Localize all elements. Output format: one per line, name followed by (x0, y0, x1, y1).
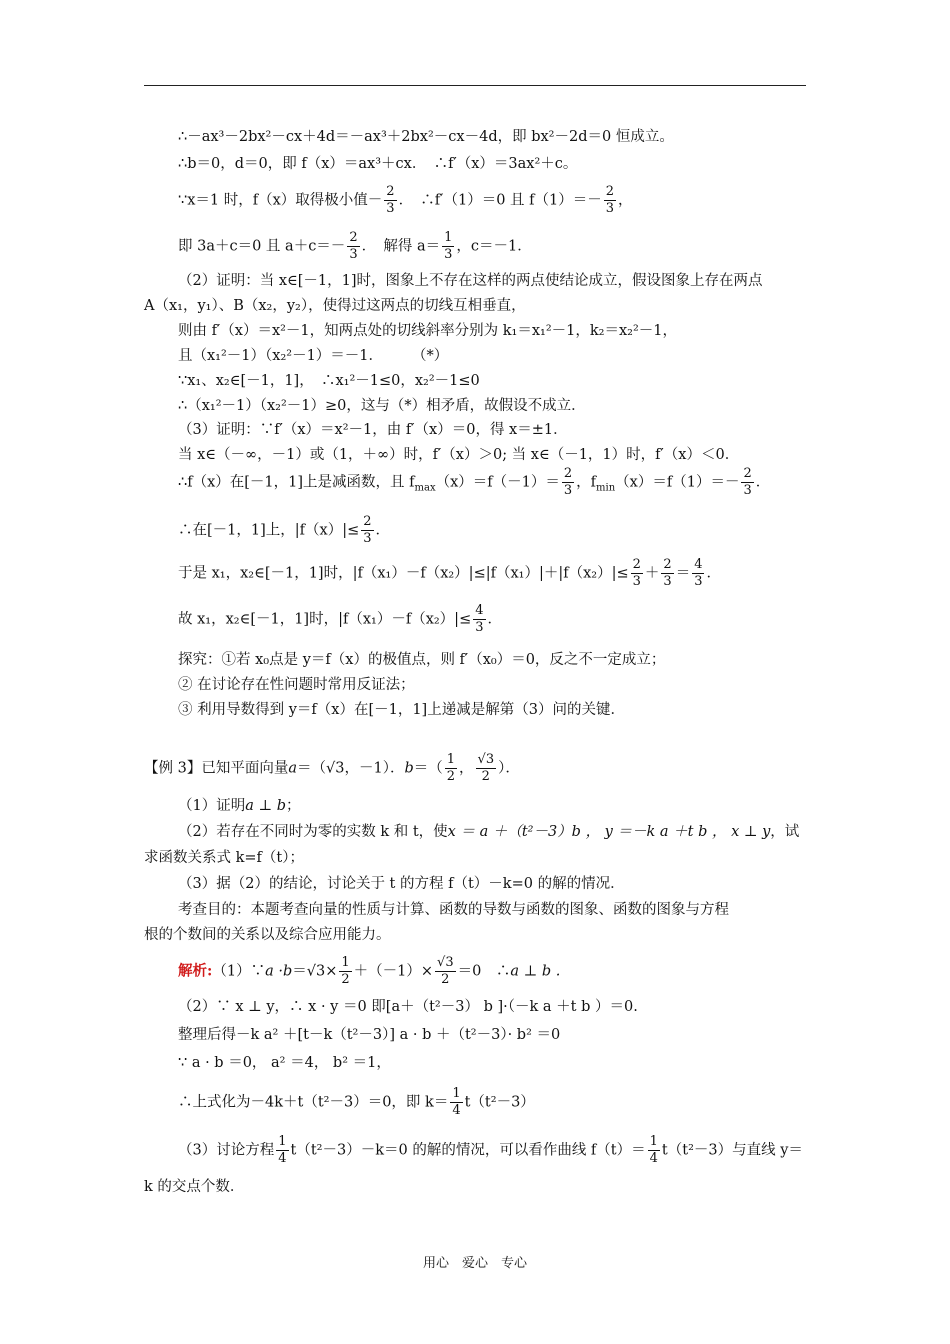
text-line: （3）据（2）的结论，讨论关于 t 的方程 f（t）－k=0 的解的情况． (178, 876, 625, 892)
text: ，试 (770, 824, 800, 840)
fraction (442, 230, 454, 263)
text-line (178, 821, 799, 843)
text: ． (755, 474, 771, 491)
fraction (276, 1134, 288, 1167)
fraction (473, 603, 485, 636)
text: ∴上式化为－4k＋t（t²－3）＝0，即 k＝ (178, 1094, 449, 1111)
text: ，f (576, 474, 597, 491)
text-line: （3）证明：∵f′（x）＝x²－1，由 f′（x）＝0，得 x＝±1． (178, 422, 568, 438)
denominator: 2 (481, 769, 490, 784)
solution-label: 解析: (178, 962, 213, 980)
text: ∴f（x）在[－1，1]上是减函数，且 f (178, 474, 415, 491)
text-line (178, 795, 301, 817)
fraction (339, 955, 351, 988)
text-line: ② 在讨论存在性问题时常用反证法； (178, 677, 415, 693)
fraction (631, 557, 643, 590)
fraction (562, 466, 574, 499)
text-line (178, 1086, 535, 1119)
numerator: 1 (446, 752, 456, 767)
text: ． ∴f′（1）＝0 且 f（1）＝－ (398, 192, 602, 209)
text: ， (618, 192, 633, 209)
fraction (604, 184, 616, 217)
text: （x）＝f（－1）＝ (435, 474, 560, 491)
text-line: 根的个数间的关系以及综合应用能力。 (144, 927, 391, 943)
math: x ＝ a ＋（t²－3）b ， y ＝－k a ＋t b ， x ⊥ y (447, 824, 771, 840)
text: （x）＝f（1）＝－ (615, 474, 740, 491)
text: ． 解得 a＝ (361, 238, 441, 255)
text-line: （2）证明：当 x∈[－1，1]时，图象上不存在这样的两点使结论成立，假设图象上存在两点 (178, 273, 763, 289)
numerator: 2 (663, 557, 672, 572)
denominator: 4 (649, 1151, 658, 1166)
math: a ⊥ b (245, 798, 287, 814)
fraction (648, 1134, 660, 1167)
numerator: 2 (632, 557, 641, 572)
text: ． (706, 565, 721, 582)
text: ＋ (644, 565, 660, 582)
text-line: ∵ a · b ＝0， a² ＝4， b² ＝1， (178, 1055, 391, 1071)
text: ＝ (675, 565, 691, 582)
denominator: 4 (278, 1151, 287, 1166)
text-line (178, 466, 770, 499)
text-line: k 的交点个数． (144, 1179, 245, 1195)
fraction (347, 230, 359, 263)
text: ）． (498, 760, 520, 777)
numerator: 2 (363, 514, 372, 529)
text-line: 当 x∈（－∞，－1）或（1，＋∞）时，f′（x）＞0; 当 x∈（－1，1）时，f′（x）＜0． (178, 447, 740, 463)
text-line: （2）∵ x ⊥ y，∴ x · y ＝0 即[a＋（t²－3） b ]·（－k a ＋t b ）＝0. (178, 999, 638, 1015)
math: a ·b (265, 963, 293, 980)
numerator: 2 (563, 466, 573, 481)
example-heading (144, 752, 520, 785)
numerator: 1 (649, 1134, 658, 1149)
fraction (692, 557, 704, 590)
text-line: ③ 利用导数得到 y＝f（x）在[－1，1]上递减是解第（3）问的关键． (178, 702, 625, 718)
text: ＝√3× (292, 963, 338, 980)
text: ． (487, 611, 503, 628)
numerator: 2 (386, 184, 395, 199)
text-line: 求函数关系式 k=f（t）； (144, 850, 304, 866)
text: t（t²－3）与直线 y＝ (661, 1142, 803, 1159)
vector-symbol: a (288, 760, 297, 777)
text: ∴在[－1，1]上，|f（x）|≤ (178, 522, 360, 539)
numerator: 1 (278, 1134, 287, 1149)
numerator: 1 (341, 955, 350, 970)
denominator: 3 (663, 574, 672, 589)
fraction (661, 557, 673, 590)
fraction (741, 466, 753, 499)
text-line: A（x₁，y₁）、B（x₂，y₂），使得过这两点的切线互相垂直， (144, 298, 526, 314)
vector-symbol: b (404, 760, 414, 777)
page-footer: 用心 爱心 专心 (422, 1256, 527, 1271)
subscript: min (596, 482, 616, 494)
text: （2）若存在不同时为零的实数 k 和 t，使 (178, 824, 448, 840)
text: 于是 x₁，x₂∈[－1，1]时，|f（x₁）－f（x₂）|≤|f（x₁）|＋|f（x₂）|≤ (178, 565, 629, 582)
text: （1）证明 (178, 798, 246, 814)
denominator: 2 (441, 972, 450, 987)
fraction (450, 1086, 462, 1119)
numerator: 1 (444, 230, 453, 245)
text: t（t²－3）－k＝0 的解的情况，可以看作曲线 f（t）＝ (290, 1142, 646, 1159)
subscript: max (414, 482, 436, 494)
text-line (178, 184, 633, 217)
text: ＝（√3，－1）． (297, 760, 405, 777)
text-line: 且（x₁²－1）（x₂²－1）＝－1． （*） (178, 348, 449, 364)
fraction (361, 514, 373, 547)
text: ＝（ (413, 760, 443, 777)
text-line (178, 955, 560, 988)
numerator: 2 (605, 184, 615, 199)
text-line: ∵x₁、x₂∈[－1，1]， ∴x₁²－1≤0，x₂²－1≤0 (178, 373, 480, 389)
denominator: 3 (694, 574, 703, 589)
numerator: √3 (477, 752, 495, 767)
text: （1）∵ (212, 963, 266, 980)
text-line: 探究：①若 x₀点是 y＝f（x）的极值点，则 f′（x₀）＝0，反之不一定成立； (178, 652, 666, 668)
text-line: ∴b＝0，d＝0，即 f（x）＝ax³＋cx． ∴f′（x）＝3ax²＋c。 (178, 156, 578, 172)
numerator: 1 (452, 1086, 461, 1101)
denominator: 2 (446, 769, 456, 784)
text: ∵x＝1 时，f（x）取得极小值－ (178, 192, 383, 209)
fraction (445, 752, 457, 785)
text-line (178, 557, 721, 590)
text: ； (286, 798, 301, 814)
text: ， (459, 760, 474, 777)
text-line (178, 514, 390, 547)
numerator: 4 (475, 603, 484, 618)
numerator: 4 (694, 557, 703, 572)
header-rule (144, 85, 806, 86)
text-line (178, 230, 532, 263)
text: ，c＝－1． (456, 238, 532, 255)
text: t（t²－3） (464, 1094, 535, 1111)
numerator: √3 (437, 955, 454, 970)
denominator: 3 (349, 247, 358, 262)
text: 即 3a＋c＝0 且 a＋c＝－ (178, 238, 346, 255)
denominator: 3 (605, 201, 615, 216)
text-line: 考查目的：本题考查向量的性质与计算、函数的导数与函数的图象、函数的图象与方程 (178, 902, 729, 918)
text-line: ∴（x₁²－1）（x₂²－1）≥0，这与（*）相矛盾，故假设不成立． (178, 398, 586, 414)
numerator: 2 (743, 466, 752, 481)
denominator: 2 (341, 972, 350, 987)
numerator: 2 (349, 230, 358, 245)
denominator: 3 (386, 201, 395, 216)
denominator: 3 (475, 620, 484, 635)
text: ． (375, 522, 391, 539)
fraction (384, 184, 396, 217)
text-line (178, 603, 502, 636)
text: ＋（－1）× (353, 963, 434, 980)
denominator: 3 (743, 483, 752, 498)
text-line: 则由 f′（x）＝x²－1，知两点处的切线斜率分别为 k₁＝x₁²－1，k₂＝x₂²－1， (178, 323, 678, 339)
text: 【例 3】已知平面向量 (144, 760, 289, 777)
text: 故 x₁，x₂∈[－1，1]时，|f（x₁）－f（x₂）|≤ (178, 611, 472, 628)
denominator: 3 (632, 574, 641, 589)
fraction (476, 752, 497, 785)
text-line (178, 1134, 803, 1167)
text: ＝0 ∴ (457, 963, 511, 980)
math: a ⊥ b . (510, 963, 561, 980)
denominator: 3 (444, 247, 453, 262)
text-line: ∴－ax³－2bx²－cx＋4d＝－ax³＋2bx²－cx－4d，即 bx²－2d＝0 恒成立。 (178, 129, 674, 145)
denominator: 3 (563, 483, 573, 498)
text-line: 整理后得－k a² ＋[t－k（t²－3）] a · b ＋（t²－3）· b² ＝0 (178, 1027, 561, 1043)
denominator: 4 (452, 1103, 461, 1118)
text: （3）讨论方程 (178, 1142, 275, 1159)
denominator: 3 (363, 531, 372, 546)
fraction (435, 955, 456, 988)
